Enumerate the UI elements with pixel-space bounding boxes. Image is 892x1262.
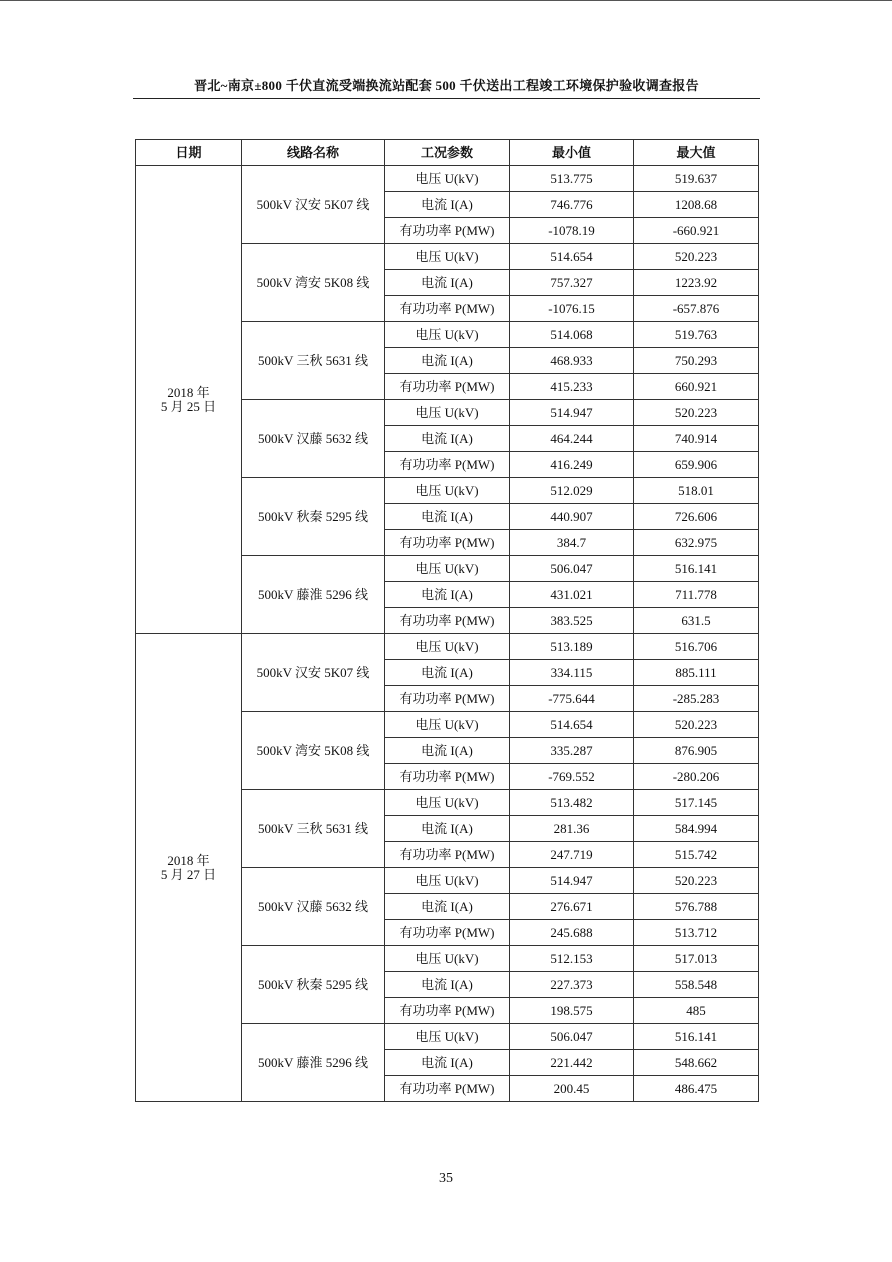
max-value-cell: 632.975	[634, 530, 759, 556]
parameter-cell: 电压 U(kV)	[385, 1024, 510, 1050]
min-value-cell: 334.115	[510, 660, 634, 686]
min-value-cell: 757.327	[510, 270, 634, 296]
line-name-cell: 500kV 汉安 5K07 线	[242, 634, 385, 712]
min-value-cell: 513.482	[510, 790, 634, 816]
min-value-cell: -769.552	[510, 764, 634, 790]
max-value-cell: 486.475	[634, 1076, 759, 1102]
line-name-cell: 500kV 汉藤 5632 线	[242, 400, 385, 478]
max-value-cell: 517.145	[634, 790, 759, 816]
min-value-cell: 245.688	[510, 920, 634, 946]
parameter-cell: 电流 I(A)	[385, 816, 510, 842]
min-value-cell: 468.933	[510, 348, 634, 374]
parameter-cell: 电流 I(A)	[385, 660, 510, 686]
min-value-cell: 416.249	[510, 452, 634, 478]
line-name-cell: 500kV 秋秦 5295 线	[242, 946, 385, 1024]
date-month-day: 5 月 25 日	[160, 398, 217, 414]
parameter-cell: 有功功率 P(MW)	[385, 218, 510, 244]
max-value-cell: 631.5	[634, 608, 759, 634]
column-header-date: 日期	[136, 140, 242, 166]
min-value-cell: 227.373	[510, 972, 634, 998]
max-value-cell: 515.742	[634, 842, 759, 868]
parameter-cell: 电压 U(kV)	[385, 244, 510, 270]
max-value-cell: 740.914	[634, 426, 759, 452]
date-cell	[136, 634, 242, 1102]
max-value-cell: 584.994	[634, 816, 759, 842]
date-cell	[136, 166, 242, 634]
min-value-cell: -1076.15	[510, 296, 634, 322]
max-value-cell: -285.283	[634, 686, 759, 712]
min-value-cell: 431.021	[510, 582, 634, 608]
min-value-cell: 415.233	[510, 374, 634, 400]
table-row	[136, 166, 759, 192]
line-name-cell: 500kV 汉藤 5632 线	[242, 868, 385, 946]
parameter-cell: 有功功率 P(MW)	[385, 998, 510, 1024]
page-number: 35	[439, 1171, 453, 1186]
parameter-cell: 有功功率 P(MW)	[385, 1076, 510, 1102]
parameter-cell: 有功功率 P(MW)	[385, 686, 510, 712]
parameter-cell: 电压 U(kV)	[385, 400, 510, 426]
min-value-cell: 383.525	[510, 608, 634, 634]
parameter-cell: 有功功率 P(MW)	[385, 842, 510, 868]
line-name-cell: 500kV 藤淮 5296 线	[242, 1024, 385, 1102]
parameter-cell: 电流 I(A)	[385, 582, 510, 608]
min-value-cell: -1078.19	[510, 218, 634, 244]
min-value-cell: 514.947	[510, 400, 634, 426]
parameter-cell: 有功功率 P(MW)	[385, 374, 510, 400]
parameter-cell: 有功功率 P(MW)	[385, 296, 510, 322]
column-header-line-name: 线路名称	[242, 140, 385, 166]
max-value-cell: 876.905	[634, 738, 759, 764]
min-value-cell: 506.047	[510, 556, 634, 582]
min-value-cell: 513.775	[510, 166, 634, 192]
min-value-cell: 281.36	[510, 816, 634, 842]
parameter-cell: 电流 I(A)	[385, 426, 510, 452]
parameter-cell: 电压 U(kV)	[385, 478, 510, 504]
top-border-line	[0, 0, 892, 1]
parameter-cell: 电压 U(kV)	[385, 322, 510, 348]
line-name-cell: 500kV 秋秦 5295 线	[242, 478, 385, 556]
max-value-cell: 659.906	[634, 452, 759, 478]
parameter-cell: 电流 I(A)	[385, 972, 510, 998]
max-value-cell: 517.013	[634, 946, 759, 972]
min-value-cell: 247.719	[510, 842, 634, 868]
date-year: 2018 年	[167, 852, 210, 868]
min-value-cell: 198.575	[510, 998, 634, 1024]
parameter-cell: 有功功率 P(MW)	[385, 608, 510, 634]
max-value-cell: 726.606	[634, 504, 759, 530]
date-year: 2018 年	[167, 384, 210, 400]
min-value-cell: -775.644	[510, 686, 634, 712]
max-value-cell: 520.223	[634, 712, 759, 738]
min-value-cell: 464.244	[510, 426, 634, 452]
max-value-cell: 513.712	[634, 920, 759, 946]
parameter-cell: 电流 I(A)	[385, 1050, 510, 1076]
column-header-parameter: 工况参数	[385, 140, 510, 166]
max-value-cell: -657.876	[634, 296, 759, 322]
min-value-cell: 512.029	[510, 478, 634, 504]
max-value-cell: 558.548	[634, 972, 759, 998]
min-value-cell: 513.189	[510, 634, 634, 660]
line-name-cell: 500kV 湾安 5K08 线	[242, 712, 385, 790]
parameter-cell: 电压 U(kV)	[385, 868, 510, 894]
min-value-cell: 276.671	[510, 894, 634, 920]
parameter-cell: 电流 I(A)	[385, 738, 510, 764]
min-value-cell: 200.45	[510, 1076, 634, 1102]
min-value-cell: 514.654	[510, 712, 634, 738]
date-month-day: 5 月 27 日	[160, 866, 217, 882]
max-value-cell: 1223.92	[634, 270, 759, 296]
max-value-cell: 1208.68	[634, 192, 759, 218]
min-value-cell: 335.287	[510, 738, 634, 764]
min-value-cell: 221.442	[510, 1050, 634, 1076]
parameter-cell: 电流 I(A)	[385, 894, 510, 920]
max-value-cell: -660.921	[634, 218, 759, 244]
max-value-cell: 519.763	[634, 322, 759, 348]
parameter-cell: 电流 I(A)	[385, 348, 510, 374]
table-header-row	[136, 140, 759, 166]
min-value-cell: 384.7	[510, 530, 634, 556]
table-row	[136, 634, 759, 660]
max-value-cell: 885.111	[634, 660, 759, 686]
max-value-cell: 519.637	[634, 166, 759, 192]
min-value-cell: 514.947	[510, 868, 634, 894]
max-value-cell: 485	[634, 998, 759, 1024]
parameter-cell: 电流 I(A)	[385, 192, 510, 218]
parameter-cell: 电流 I(A)	[385, 504, 510, 530]
operating-conditions-table	[135, 139, 759, 1102]
line-name-cell: 500kV 汉安 5K07 线	[242, 166, 385, 244]
max-value-cell: 520.223	[634, 400, 759, 426]
min-value-cell: 514.654	[510, 244, 634, 270]
parameter-cell: 电压 U(kV)	[385, 556, 510, 582]
table-header	[136, 140, 759, 166]
page-header: 晋北~南京±800 千伏直流受端换流站配套 500 千伏送出工程竣工环境保护验收调查报告	[133, 76, 760, 99]
parameter-cell: 电流 I(A)	[385, 270, 510, 296]
column-header-max: 最大值	[634, 140, 759, 166]
min-value-cell: 512.153	[510, 946, 634, 972]
column-header-min: 最小值	[510, 140, 634, 166]
line-name-cell: 500kV 三秋 5631 线	[242, 322, 385, 400]
table-body	[136, 166, 759, 1102]
max-value-cell: 516.141	[634, 556, 759, 582]
parameter-cell: 有功功率 P(MW)	[385, 920, 510, 946]
parameter-cell: 有功功率 P(MW)	[385, 530, 510, 556]
min-value-cell: 506.047	[510, 1024, 634, 1050]
max-value-cell: 660.921	[634, 374, 759, 400]
parameter-cell: 电压 U(kV)	[385, 790, 510, 816]
parameter-cell: 电压 U(kV)	[385, 634, 510, 660]
line-name-cell: 500kV 藤淮 5296 线	[242, 556, 385, 634]
max-value-cell: 750.293	[634, 348, 759, 374]
max-value-cell: 576.788	[634, 894, 759, 920]
parameter-cell: 电压 U(kV)	[385, 946, 510, 972]
line-name-cell: 500kV 湾安 5K08 线	[242, 244, 385, 322]
parameter-cell: 电压 U(kV)	[385, 712, 510, 738]
min-value-cell: 514.068	[510, 322, 634, 348]
max-value-cell: 711.778	[634, 582, 759, 608]
parameter-cell: 电压 U(kV)	[385, 166, 510, 192]
parameter-cell: 有功功率 P(MW)	[385, 452, 510, 478]
max-value-cell: 520.223	[634, 244, 759, 270]
max-value-cell: 520.223	[634, 868, 759, 894]
min-value-cell: 746.776	[510, 192, 634, 218]
min-value-cell: 440.907	[510, 504, 634, 530]
parameter-cell: 有功功率 P(MW)	[385, 764, 510, 790]
max-value-cell: 516.141	[634, 1024, 759, 1050]
max-value-cell: 548.662	[634, 1050, 759, 1076]
line-name-cell: 500kV 三秋 5631 线	[242, 790, 385, 868]
max-value-cell: -280.206	[634, 764, 759, 790]
max-value-cell: 518.01	[634, 478, 759, 504]
max-value-cell: 516.706	[634, 634, 759, 660]
